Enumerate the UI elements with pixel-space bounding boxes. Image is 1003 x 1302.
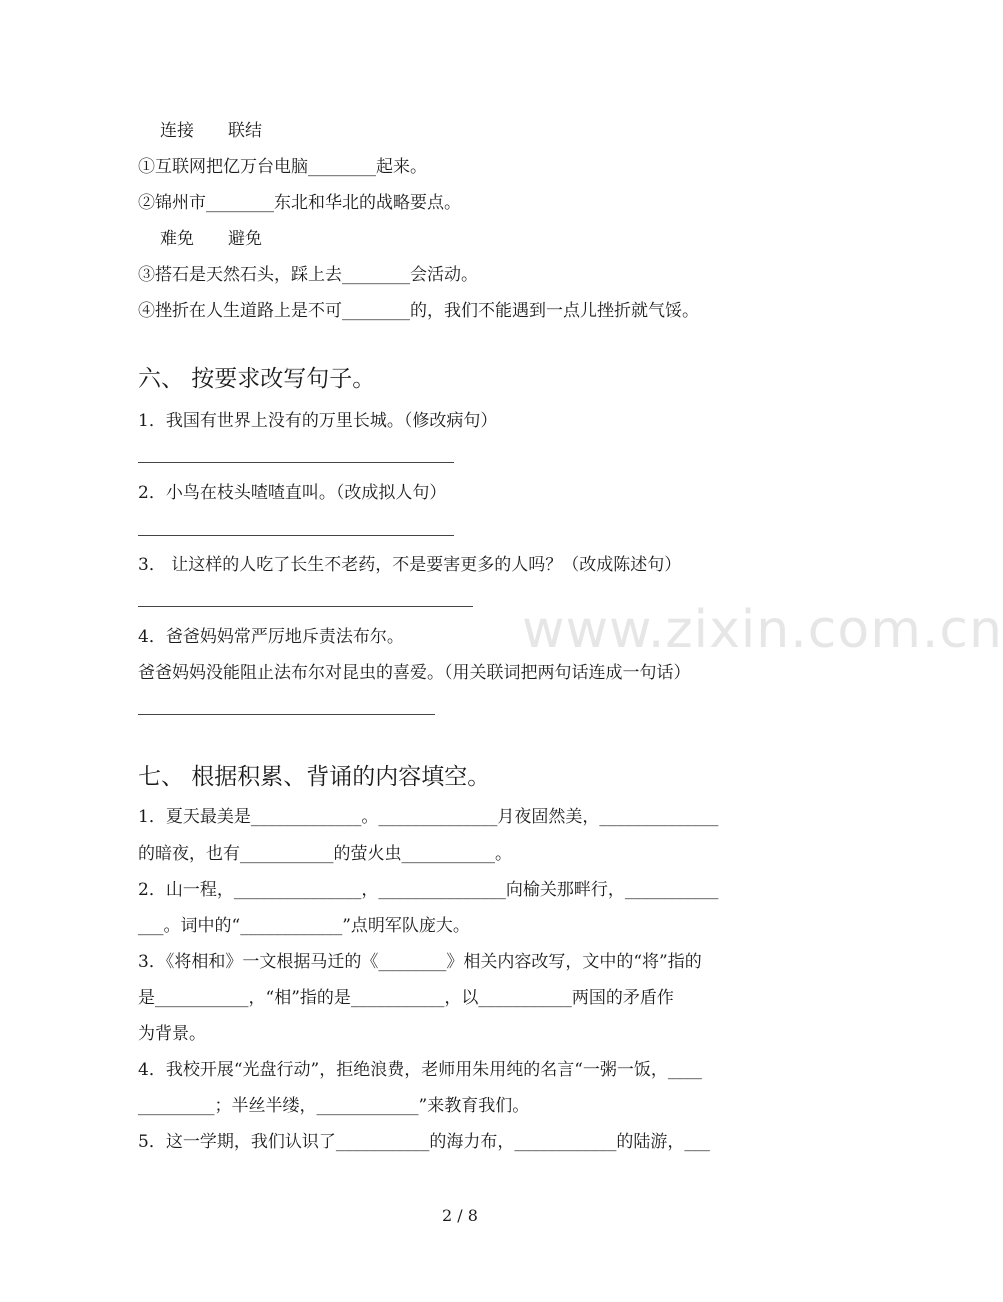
section-6-title: 六、 按要求改写句子。 (138, 366, 376, 392)
recite-line-2: 的暗夜，也有___________的萤火虫___________。 (138, 844, 512, 864)
rewrite-item-3: 3． 让这样的人吃了长生不老药，不是要害更多的人吗？（改成陈述句） (138, 555, 682, 575)
answer-line (138, 535, 454, 536)
word-choice-1: 连接 联结 (160, 121, 262, 141)
answer-line (138, 606, 473, 607)
recite-line-3: 2．山一程，_______________，_______________向榆关那畔行，___________ (138, 880, 719, 900)
recite-line-9: _________；半丝半缕，____________”来教育我们。 (138, 1096, 530, 1116)
section-7-title: 七、 根据积累、背诵的内容填空。 (138, 764, 491, 790)
recite-line-5: 3．《将相和》一文根据马迁的《________》相关内容改写，文中的“将”指的 (138, 952, 702, 972)
rewrite-item-2: 2．小鸟在枝头喳喳直叫。（改成拟人句） (138, 483, 447, 503)
recite-line-4: ___。词中的“____________”点明军队庞大。 (138, 916, 470, 936)
fill-item-2: ②锦州市________东北和华北的战略要点。 (138, 193, 461, 213)
answer-line (138, 714, 435, 715)
recite-line-10: 5．这一学期，我们认识了___________的海力布，____________的陆游，___ (138, 1132, 710, 1152)
word-choice-2: 难免 避免 (160, 229, 262, 249)
fill-item-1: ①互联网把亿万台电脑________起来。 (138, 157, 427, 177)
recite-line-8: 4．我校开展“光盘行动”，拒绝浪费，老师用朱用纯的名言“一粥一饭，____ (138, 1060, 702, 1080)
watermark: www.zixin.com.cn (522, 600, 1003, 660)
answer-line (138, 462, 454, 463)
fill-item-4: ④挫折在人生道路上是不可________的，我们不能遇到一点儿挫折就气馁。 (138, 301, 699, 321)
recite-line-1: 1．夏天最美是_____________。______________月夜固然美，______________ (138, 807, 719, 827)
rewrite-item-4: 4．爸爸妈妈常严厉地斥责法布尔。 (138, 627, 404, 647)
page-number: 2 / 8 (442, 1206, 478, 1225)
rewrite-item-4-second-sentence: 爸爸妈妈没能阻止法布尔对昆虫的喜爱。（用关联词把两句话连成一句话） (138, 663, 691, 683)
fill-item-3: ③搭石是天然石头，踩上去________会活动。 (138, 265, 478, 285)
rewrite-item-1: 1．我国有世界上没有的万里长城。（修改病句） (138, 411, 498, 431)
recite-line-7: 为背景。 (138, 1024, 206, 1044)
recite-line-6: 是___________，“相”指的是___________，以___________两国的矛盾作 (138, 988, 674, 1008)
